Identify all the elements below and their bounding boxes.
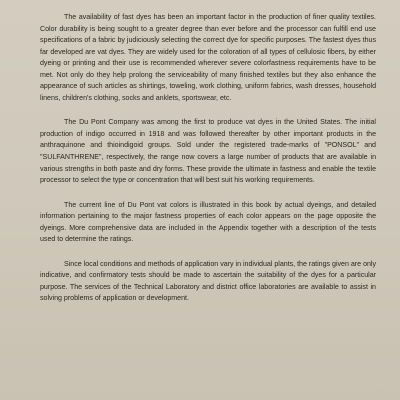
paragraph-local-conditions: Since local conditions and methods of application vary in individual plants, the ratings given are only indicative, and confirmatory tests should be made to ascertain the suitability of the dyes for a particular purpose. The services of the Technical Laboratory and district office laboratories are available to assist in solving problems of application or development. [40,259,376,303]
paragraph-fast-dyes: The availability of fast dyes has been an important factor in the production of finer quality textiles. Color durability is being sought to a greater degree than ever before and the processor can fulfill end use specifications of a fabric by judiciously selecting the correct dye for specific purposes. The fastest dyes thus far developed are vat dyes. They are widely used for the coloration of all types of cellulosic fibers, by either dyeing or printing and their use is recommended wherever severe colorfastness requirements have to be met. Not only do they help prolong the serviceability of many finished textiles but they also enhance the appearance of such articles as shirtings, toweling, work clothing, uniform fabrics, wash dresses, household linens, children's clothing, socks and anklets, sportswear, etc. [40,13,376,102]
paragraph-current-line: The current line of Du Pont vat colors is illustrated in this book by actual dyeings, and detailed information pertaining to the major fastness properties of each color appears on the page opposite the dyeings. More comprehensive data are included in the Appendix together with a description of the tests used to determine the ratings. [40,200,376,244]
paragraph-du-pont-history: The Du Pont Company was among the first to produce vat dyes in the United States. The initial production of indigo occurred in 1918 and was followed thereafter by other important products in the anthraquinone and thioindigoid groups. Sold under the registered trade-marks of "PONSOL" and "SULFANTHRENE", respectively, the range now covers a large number of products that are available in various strengths in both paste and dry forms. These provide the ultimate in fastness and enable the textile processor to select the type or concentration that will best suit his working requirements. [40,118,376,185]
